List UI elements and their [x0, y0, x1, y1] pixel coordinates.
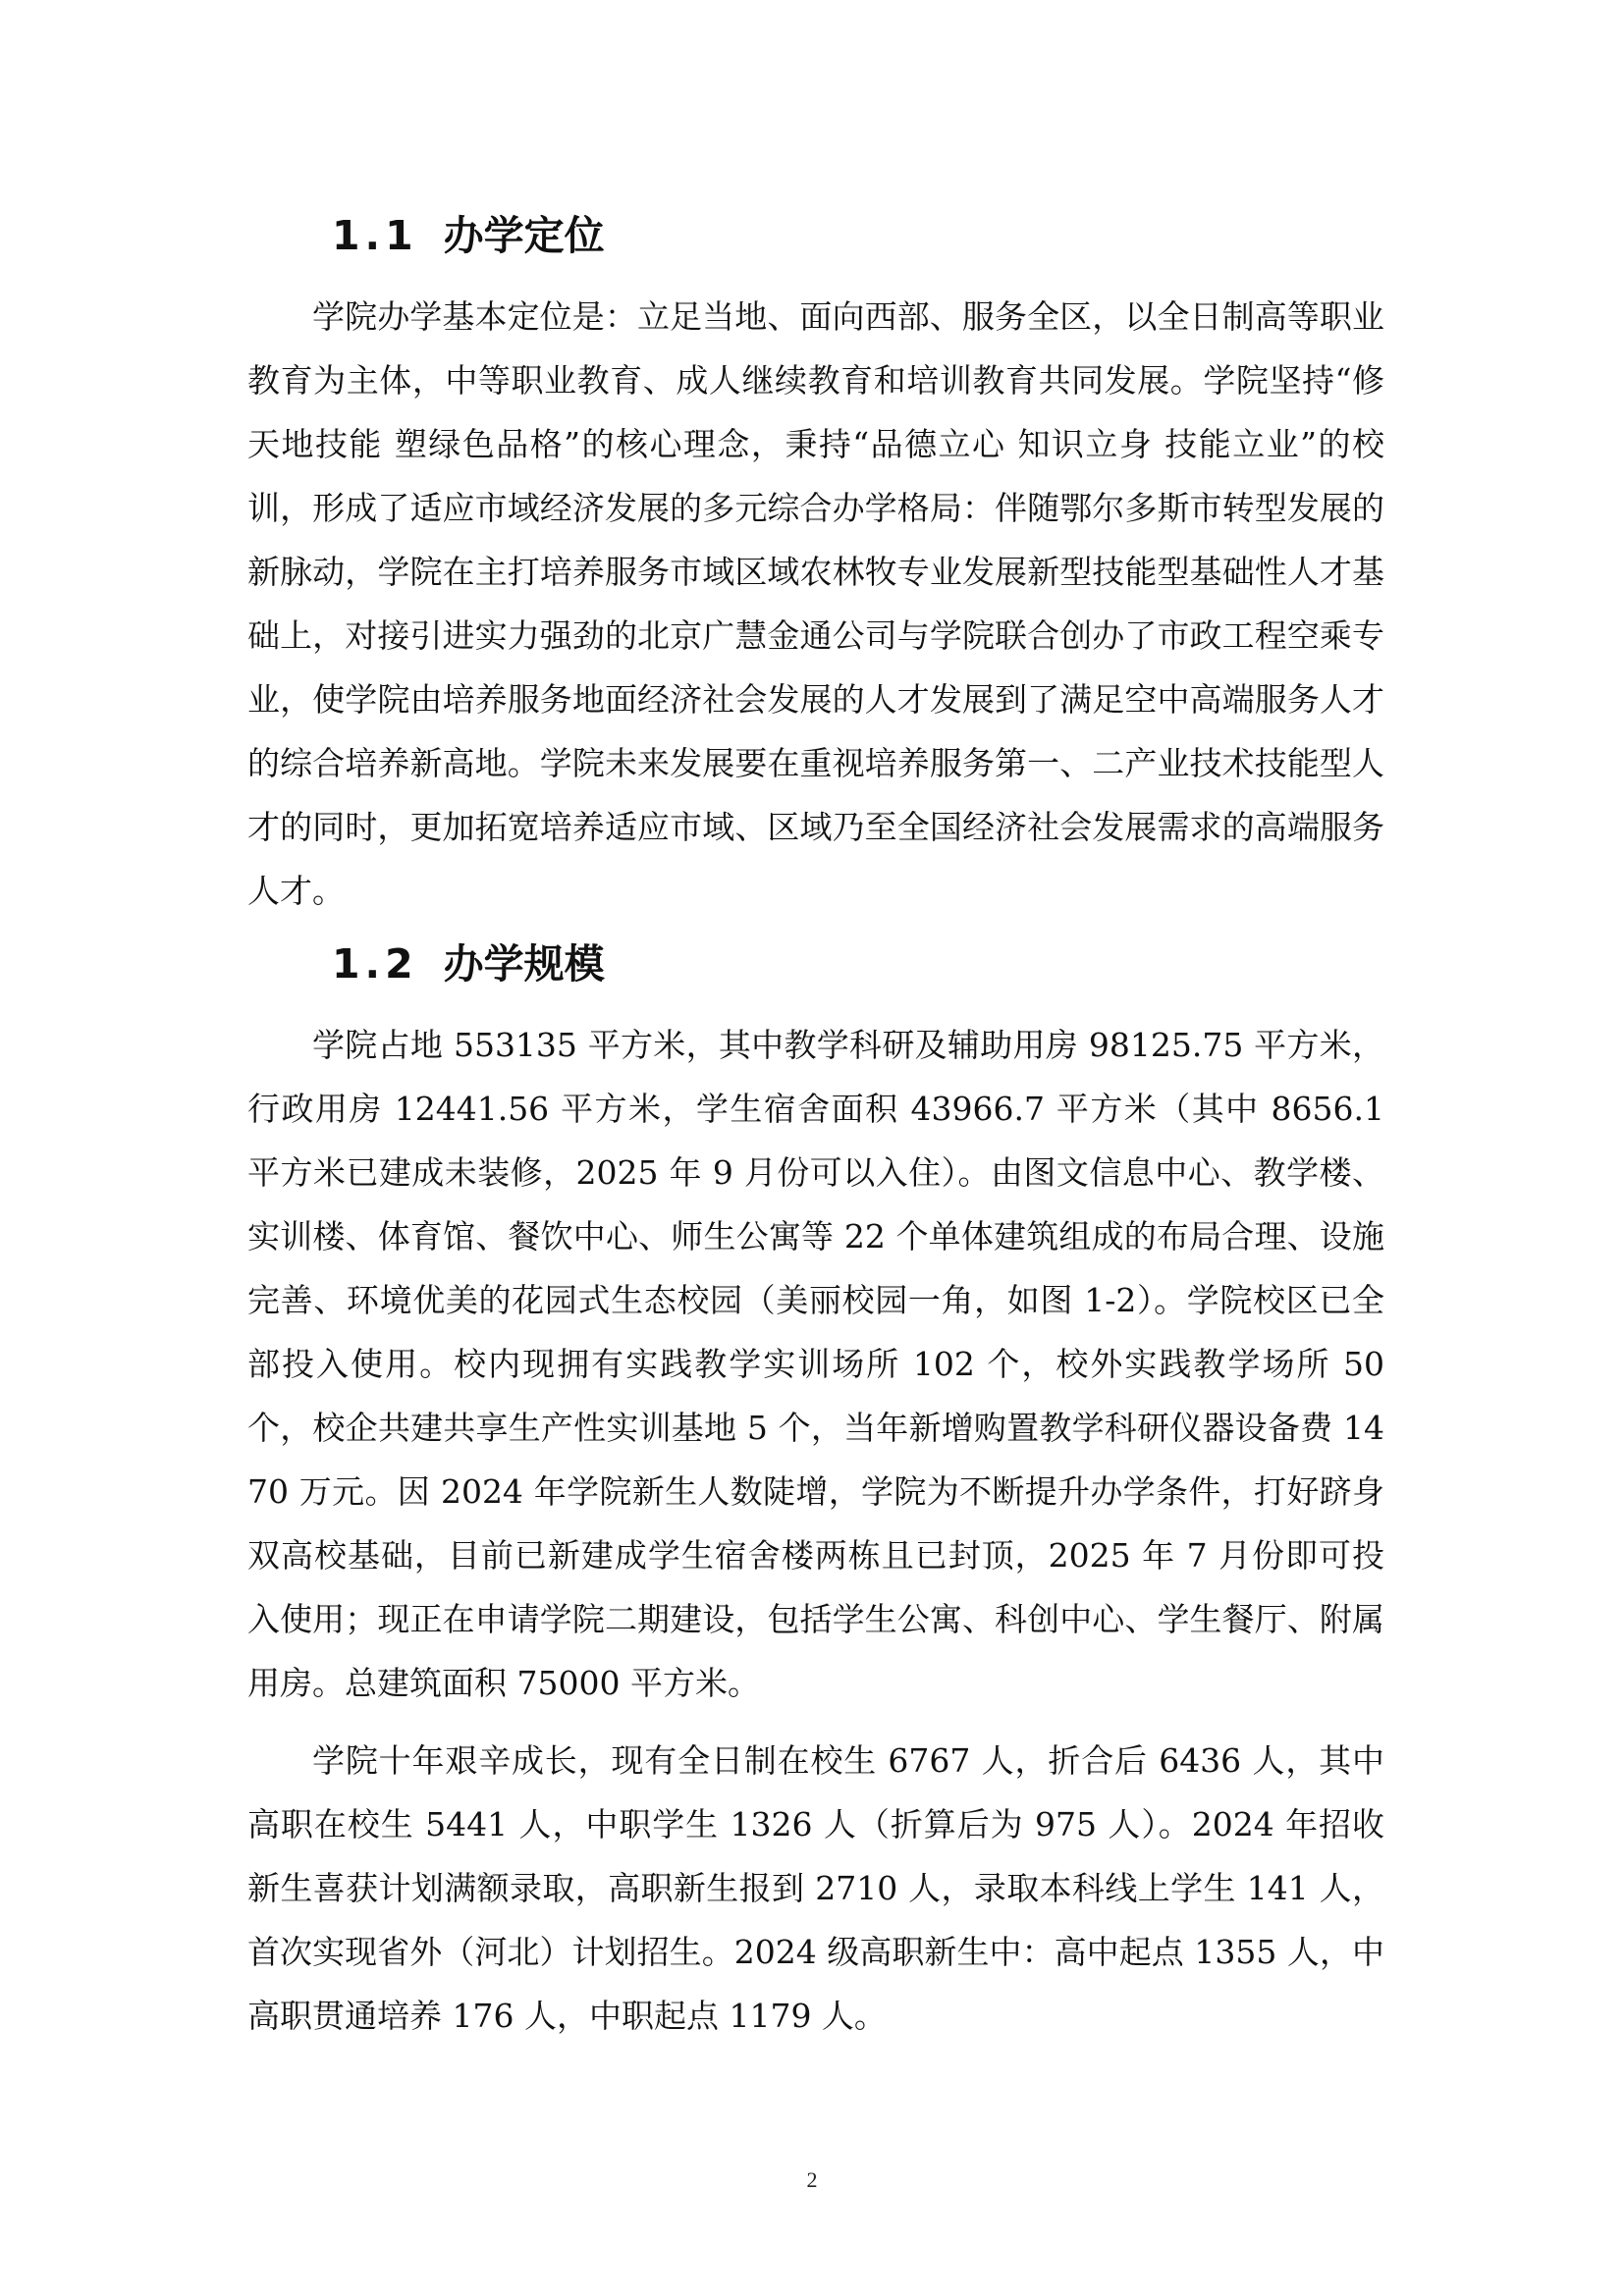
- paragraph: 学院十年艰辛成长，现有全日制在校生 6767 人，折合后 6436 人，其中高职在校生 5441 人，中职学生 1326 人（折算后为 975 人）。2024 年招收新生喜获计划满额录取，高职新生报到 2710 人，录取本科线上学生 141 人，首次实现省外（河北）计划招生。2024 级高职新生中：高中起点 1355 人，中高职贯通培养 176 人，中职起点 1179 人。: [247, 1741, 1384, 2035]
- section-heading: [247, 206, 1384, 265]
- section-title: 办学定位: [443, 212, 605, 259]
- section-scale: [247, 934, 1384, 2048]
- page-content: [247, 206, 1384, 2048]
- section-number: 1.2: [332, 940, 418, 988]
- page-number: 2: [806, 2167, 818, 2192]
- section-title: 办学规模: [443, 940, 605, 988]
- paragraph: 学院办学基本定位是：立足当地、面向西部、服务全区，以全日制高等职业教育为主体，中等职业教育、成人继续教育和培训教育共同发展。学院坚持“修天地技能 塑绿色品格”的核心理念，秉持“品德立心 知识立身 技能立业”的校训，形成了适应市域经济发展的多元综合办学格局：伴随鄂尔多斯市转型发展的新脉动，学院在主打培养服务市域区域农林牧专业发展新型技能型基础性人才基础上，对接引进实力强劲的北京广慧金通公司与学院联合创办了市政工程空乘专业，使学院由培养服务地面经济社会发展的人才发展到了满足空中高端服务人才的综合培养新高地。学院未来发展要在重视培养服务第一、二产业技术技能型人才的同时，更加拓宽培养适应市域、区域乃至全国经济社会发展需求的高端服务人才。: [247, 297, 1384, 910]
- paragraph: 学院占地 553135 平方米，其中教学科研及辅助用房 98125.75 平方米，行政用房 12441.56 平方米，学生宿舍面积 43966.7 平方米（其中 8656.1 平方米已建成未装修，2025 年 9 月份可以入住）。由图文信息中心、教学楼、实训楼、体育馆、餐饮中心、师生公寓等 22 个单体建筑组成的布局合理、设施完善、环境优美的花园式生态校园（美丽校园一角，如图 1-2）。学院校区已全部投入使用。校内现拥有实践教学实训场所 102 个，校外实践教学场所 50 个，校企共建共享生产性实训基地 5 个，当年新增购置教学科研仪器设备费 1470 万元。因 2024 年学院新生人数陡增，学院为不断提升办学条件，打好跻身双高校基础，目前已新建成学生宿舍楼两栋且已封顶，2025 年 7 月份即可投入使用；现正在申请学院二期建设，包括学生公寓、科创中心、学生餐厅、附属用房。总建筑面积 75000 平方米。: [247, 1026, 1384, 1702]
- section-positioning: [247, 206, 1384, 923]
- section-heading: [247, 934, 1384, 993]
- section-number: 1.1: [332, 212, 418, 259]
